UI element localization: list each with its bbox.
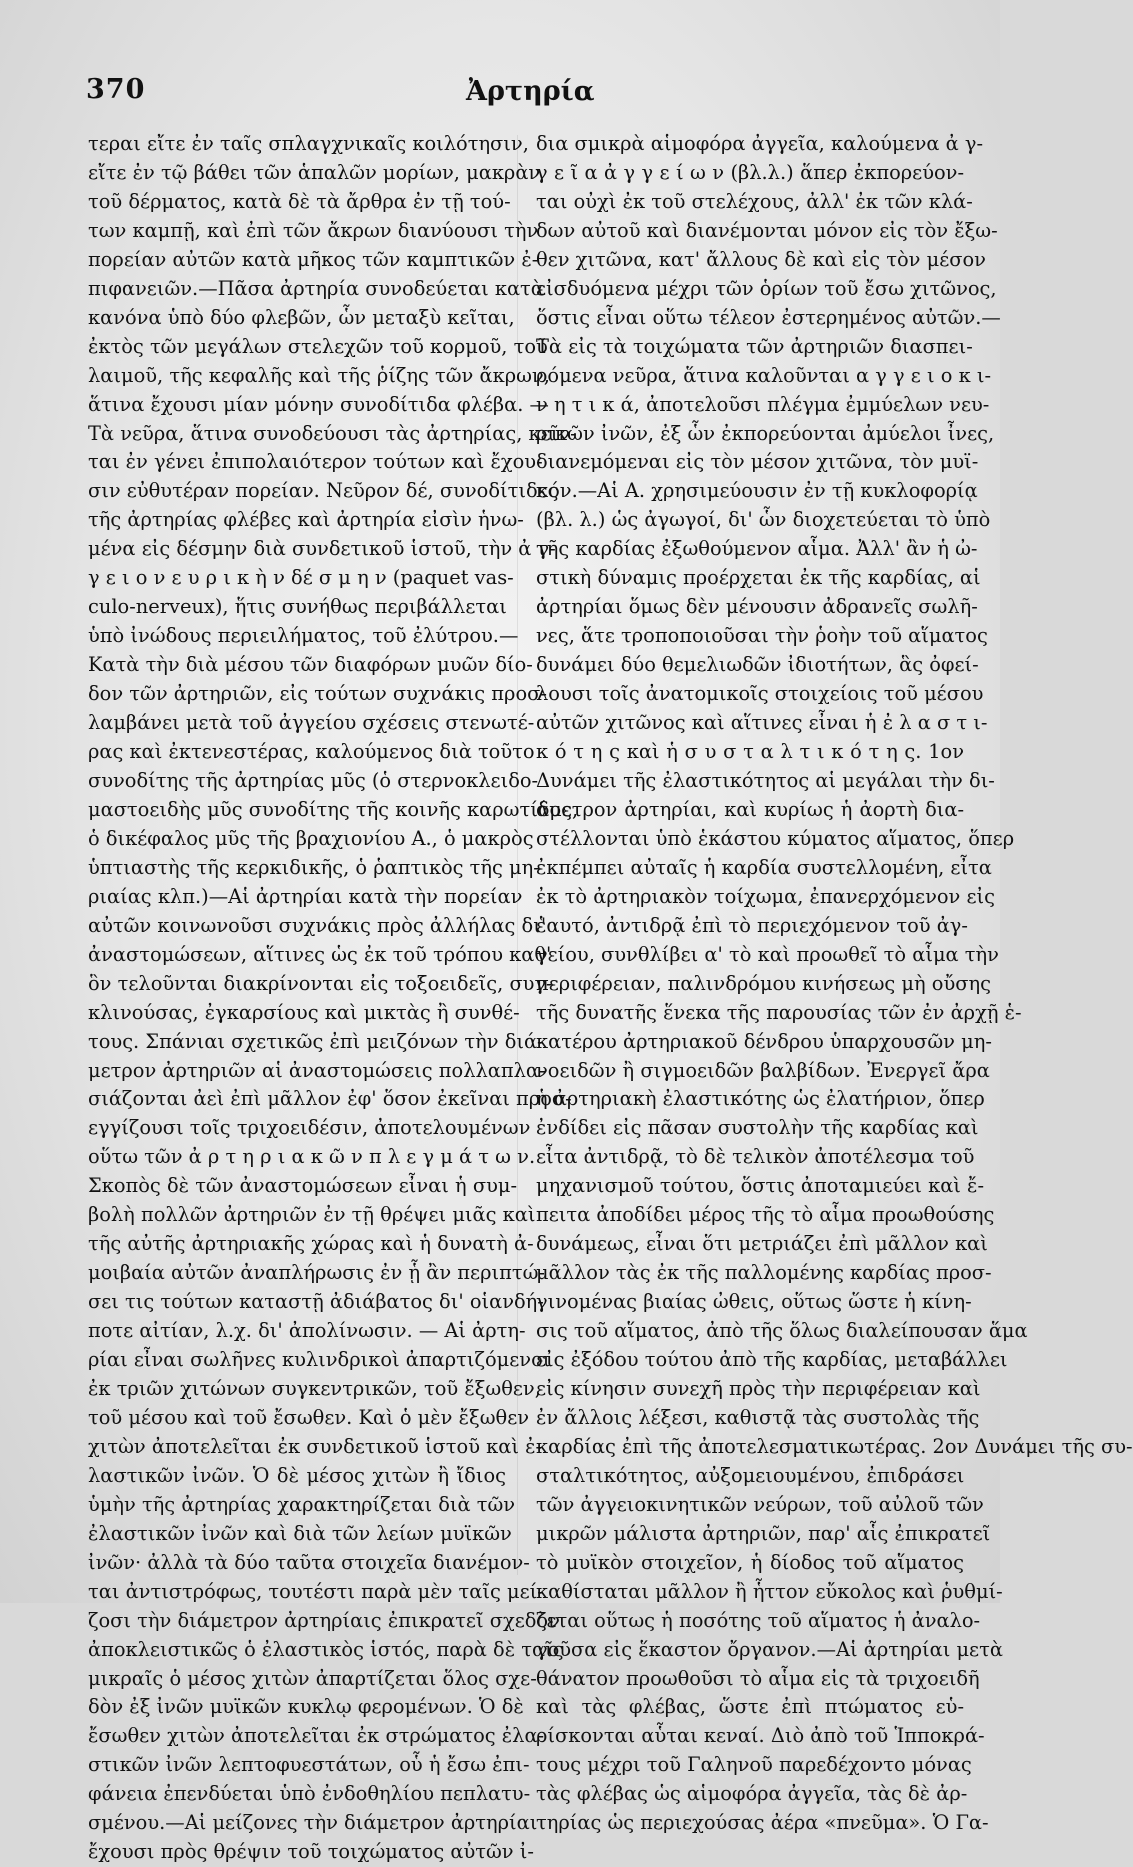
text-line: ται ἀντιστρόφως, τουτέστι παρὰ μὲν ταῖς μεί- [88, 1579, 544, 1603]
text-line: βολὴ πολλῶν ἀρτηριῶν ἐν τῇ θρέψει μιᾶς καὶ [88, 1203, 536, 1227]
text-line: οὕτω τῶν ἀ ρ τ η ρ ι α κ ῶ ν π λ ε γ μ ά τ ω ν. [88, 1145, 536, 1169]
text-line: culo-nerveux), ἥτις συνήθως περιβάλλεται [88, 595, 507, 619]
text-line: αὐτῶν χιτῶνος καὶ αἵτινες εἶναι ἡ ἐ λ α σ τ ι- [536, 711, 988, 735]
text-line: λαστικῶν ἰνῶν. Ὁ δὲ μέσος χιτὼν ἢ ἴδιος [88, 1463, 506, 1487]
text-line: ριαίας κλπ.)—Αἱ ἀρτηρίαι κατὰ τὴν πορείαν [88, 884, 523, 908]
text-line: διανεμόμεναι εἰς τὸν μέσον χιτῶνα, τὸν μυϊ- [536, 450, 979, 474]
text-line: τὰς φλέβας ὡς αἱμοφόρα ἀγγεῖα, τὰς δὲ ἀρ- [536, 1782, 968, 1806]
text-line: καθίσταται μᾶλλον ἢ ἧττον εὔκολος καὶ ῥυθμί- [536, 1579, 1003, 1603]
text-line: μοιβαία αὐτῶν ἀναπλήρωσις ἐν ᾗ ἂν περιπτώ- [88, 1261, 545, 1285]
text-line: άμετρον ἀρτηρίαι, καὶ κυρίως ἡ ἀορτὴ δια- [536, 797, 964, 821]
text-line: ρίαι εἶναι σωλῆνες κυλινδρικοὶ ἀπαρτιζόμενοι [88, 1348, 551, 1372]
text-line: θεν χιτῶνα, κατ' ἄλλους δὲ καὶ εἰς τὸν μέσον [536, 247, 986, 271]
text-line: ν η τ ι κ ά, ἀποτελοῦσι πλέγμα ἐμμύελων νευ- [536, 392, 990, 416]
text-line: λουσι τοῖς ἀνατομικοῖς στοιχείοις τοῦ μέσου [536, 682, 984, 706]
text-line: Τὰ νεῦρα, ἅτινα συνοδεύουσι τὰς ἀρτηρίας, κεῖν- [88, 421, 577, 445]
text-line: κ ό τ η ς καὶ ἡ σ υ σ τ α λ τ ι κ ό τ η ς. 1ον [536, 740, 964, 764]
text-line: φάνεια ἐπενδύεται ὑπὸ ἐνδοθηλίου πεπλατυ- [88, 1782, 531, 1806]
text-line: Δυνάμει τῆς ἐλαστικότητος αἱ μεγάλαι τὴν δι- [536, 768, 995, 792]
text-line: εγγίζουσι τοῖς τριχοειδέσιν, ἀποτελουμένων [88, 1116, 531, 1140]
text-line: κανόνα ὑπὸ δύο φλεβῶν, ὧν μεταξὺ κεῖται, [88, 305, 515, 329]
text-line: εἴτε ἐν τῷ βάθει τῶν ἁπαλῶν μορίων, μακρὰν [88, 160, 541, 184]
text-line: ὃν τελοῦνται διακρίνονται εἰς τοξοειδεῖς, συγ- [88, 971, 553, 995]
text-line: τηρίας ὡς περιεχούσας ἀέρα «πνεῦμα». Ὁ Γα- [536, 1811, 989, 1835]
right-text-column [536, 130, 1133, 1838]
text-line: σμένου.—Αἱ μείζονες τὴν διάμετρον ἀρτηρίαι [88, 1811, 538, 1835]
text-line: μικρῶν μάλιστα ἀρτηριῶν, παρ' αἷς ἐπικρατεῖ [536, 1521, 991, 1545]
column-divider [517, 135, 518, 1575]
text-line: δυνάμει δύο θεμελιωδῶν ἰδιοτήτων, ἃς ὀφεί- [536, 653, 979, 677]
text-line: λαμβάνει μετὰ τοῦ ἀγγείου σχέσεις στενωτέ- [88, 711, 535, 735]
text-line: πειτα ἀποδίδει μέρος τῆς τὸ αἷμα προωθούσης [536, 1203, 995, 1227]
text-line: ἀναστομώσεων, αἵτινες ὡς ἐκ τοῦ τρόπου καθ' [88, 942, 552, 966]
text-line: εἰς ἐξόδου τούτου ἀπὸ τῆς καρδίας, μεταβάλλει [536, 1348, 1008, 1372]
text-line: δὸν ἐξ ἰνῶν μυϊκῶν κυκλῳ φερομένων. Ὁ δὲ [88, 1695, 524, 1719]
text-line: μικραῖς ὁ μέσος χιτὼν ἀπαρτίζεται ὅλος σχε- [88, 1666, 537, 1690]
text-line: μένα εἰς δέσμην διὰ συνδετικοῦ ἱστοῦ, τὴν ἀ γ- [88, 537, 556, 561]
text-line: ὅστις εἶναι οὕτω τέλεον ἐστερημένος αὐτῶν.— [536, 305, 1001, 329]
text-line: κλινούσας, ἐγκαρσίους καὶ μικτὰς ἢ συνθέ- [88, 1000, 520, 1024]
text-line: ποτε αἰτίαν, λ.χ. δι' ἀπολίνωσιν. — Αἱ ἀρτη- [88, 1319, 526, 1343]
text-line: τοῦ δέρματος, κατὰ δὲ τὰ ἄρθρα ἐν τῇ τού- [88, 189, 511, 213]
text-line: καρδίας ἐπὶ τῆς ἀποτελεσματικωτέρας. 2ον Δυνάμει τῆς συ- [536, 1434, 1133, 1458]
text-line: ὁ δικέφαλος μῦς τῆς βραχιονίου Α., ὁ μακρὸς [88, 826, 534, 850]
text-line: συνοδίτης τῆς ἀρτηρίας μῦς (ὁ στερνοκλειδο- [88, 768, 539, 792]
text-line: χιτὼν ἀποτελεῖται ἐκ συνδετικοῦ ἱστοῦ καὶ ἐ- [88, 1434, 543, 1458]
text-line: Κατὰ τὴν διὰ μέσου τῶν διαφόρων μυῶν δίο- [88, 653, 533, 677]
text-line: δια σμικρὰ αἱμοφόρα ἀγγεῖα, καλούμενα ἀ γ- [536, 132, 984, 155]
text-line: ἔχουσι πρὸς θρέψιν τοῦ τοιχώματος αὐτῶν ἰ- [88, 1840, 534, 1864]
text-line: εἰσδυόμενα μέχρι τῶν ὁρίων τοῦ ἔσω χιτῶνος, [536, 276, 997, 300]
text-line: δον τῶν ἀρτηριῶν, εἰς τούτων συχνάκις προσ- [88, 682, 547, 706]
text-line: Τὰ εἰς τὰ τοιχώματα τῶν ἀρτηριῶν διασπει- [536, 334, 973, 358]
text-line: γινομένας βιαίας ὠθεις, οὕτως ὥστε ἡ κίνη- [536, 1290, 972, 1314]
text-line: τοῦ μέσου καὶ τοῦ ἔσωθεν. Καὶ ὁ μὲν ἔξωθεν [88, 1405, 530, 1429]
text-line: νες, ἅτε τροποποιοῦσαι τὴν ῥοὴν τοῦ αἵματος [536, 624, 988, 648]
text-line: ἀρτηρίαι ὅμως δὲν μένουσιν ἀδρανεῖς σωλῆ- [536, 595, 978, 619]
text-line: στικῶν ἰνῶν λεπτοφυεστάτων, οὗ ἡ ἔσω ἐπι- [88, 1753, 530, 1777]
text-line: ρίσκονται αὗται κεναί. Διὸ ἀπὸ τοῦ Ἱπποκρά- [536, 1724, 985, 1748]
text-line: σις τοῦ αἵματος, ἀπὸ τῆς ὅλως διαλείπουσαν ἅμα [536, 1319, 1028, 1343]
text-line: ζεται οὕτως ἡ ποσότης τοῦ αἵματος ἡ ἀναλο- [536, 1608, 981, 1632]
text-line: τῆς ἀρτηρίας φλέβες καὶ ἀρτηρία εἰσὶν ἡνω- [88, 508, 524, 532]
text-line: ρόμενα νεῦρα, ἅτινα καλοῦνται α γ γ ε ι ο κ ι- [536, 363, 992, 387]
text-line: μᾶλλον τὰς ἐκ τῆς παλλομένης καρδίας προσ- [536, 1261, 992, 1285]
text-line: τῆς καρδίας ἐξωθούμενον αἷμα. Ἀλλ' ἂν ἡ ὠ- [536, 537, 978, 561]
page-number: 370 [86, 74, 146, 105]
text-line: στικὴ δύναμις προέρχεται ἐκ τῆς καρδίας, αἱ [536, 566, 981, 590]
text-line: ἐνδίδει εἰς πᾶσαν συστολὴν τῆς καρδίας καὶ [536, 1116, 979, 1140]
text-line: σει τις τούτων καταστῇ ἀδιάβατος δι' οἱανδή- [88, 1290, 544, 1314]
text-line: νοειδῶν ἢ σιγμοειδῶν βαλβίδων. Ἐνεργεῖ ἄρα [536, 1058, 990, 1082]
text-line: ἑαυτό, ἀντιδρᾷ ἐπὶ τὸ περιεχόμενον τοῦ ἀγ- [536, 913, 968, 937]
text-line: ζοσι τὴν διάμετρον ἀρτηρίαις ἐπικρατεῖ σχεδὸν [88, 1608, 560, 1632]
text-line: αὐτῶν κοινωνοῦσι συχνάκις πρὸς ἀλλήλας δι' [88, 913, 547, 937]
text-line: καὶ τὰς φλέβας, ὥστε ἐπὶ πτώματος εὑ- [536, 1695, 964, 1719]
text-line: τῶν ἀγγειοκινητικῶν νεύρων, τοῦ αὐλοῦ τῶν [536, 1492, 984, 1516]
text-line: δων αὐτοῦ καὶ διανέμονται μόνον εἰς τὸν ἔξω- [536, 218, 998, 242]
text-line: τους. Σπάνιαι σχετικῶς ἐπὶ μειζόνων τὴν διά- [88, 1029, 544, 1053]
text-line: ἐκτὸς τῶν μεγάλων στελεχῶν τοῦ κορμοῦ, τοῦ [88, 334, 548, 358]
text-line: γείου, συνθλίβει α' τὸ καὶ προωθεῖ τὸ αἷμα τὴν [536, 942, 999, 966]
text-line: ἐν ἄλλοις λέξεσι, καθιστᾷ τὰς συστολὰς τῆς [536, 1405, 980, 1429]
text-line: ἰνῶν· ἀλλὰ τὰ δύο ταῦτα στοιχεῖα διανέμον- [88, 1550, 530, 1574]
text-line: πιφανειῶν.—Πᾶσα ἀρτηρία συνοδεύεται κατὰ [88, 276, 544, 300]
text-line: ὑπὸ ἰνώδους περιειλήματος, τοῦ ἐλύτρου.— [88, 624, 519, 648]
text-line: τῆς αὐτῆς ἀρτηριακῆς χώρας καὶ ἡ δυνατὴ ἀ- [88, 1232, 534, 1256]
page-header [0, 70, 1000, 120]
text-line: γοῦσα εἰς ἕκαστον ὄργανον.—Αἱ ἀρτηρίαι μετὰ [536, 1637, 1003, 1661]
text-line: κόν.—Αἱ Α. χρησιμεύουσιν ἐν τῇ κυκλοφορίᾳ [536, 479, 978, 503]
text-line: σιάζονται ἀεὶ ἐπὶ μᾶλλον ἐφ' ὅσον ἐκεῖναι προσ- [88, 1087, 572, 1111]
text-line: (βλ. λ.) ὡς ἀγωγοί, δι' ὧν διοχετεύεται τὸ ὑπὸ [536, 508, 991, 532]
text-line: γ ε ι ο ν ε υ ρ ι κ ὴ ν δέ σ μ η ν (paquet vas- [88, 566, 514, 590]
text-line: τῆς δυνατῆς ἕνεκα τῆς παρουσίας τῶν ἐν ἀρχῇ ἑ- [536, 1000, 1022, 1024]
text-line: ται οὐχὶ ἐκ τοῦ στελέχους, ἀλλ' ἐκ τῶν κλά- [536, 189, 973, 213]
text-line: λαιμοῦ, τῆς κεφαλῆς καὶ τῆς ῥίζης τῶν ἄκρων, [88, 363, 550, 387]
text-line: γ ε ῖ α ἀ γ γ ε ί ω ν (βλ.λ.) ἅπερ ἐκπορεύον- [536, 160, 964, 184]
text-line: ἅτινα ἔχουσι μίαν μόνην συνοδίτιδα φλέβα. — [88, 392, 549, 416]
text-line: ἔσωθεν χιτὼν ἀποτελεῖται ἐκ στρώματος ἐλα- [88, 1724, 545, 1748]
text-line: μαστοειδὴς μῦς συνοδίτης τῆς κοινῆς καρωτίδος, [88, 797, 579, 821]
text-line: δυνάμεως, εἶναι ὅτι μετριάζει ἐπὶ μᾶλλον καὶ [536, 1232, 988, 1256]
text-line: ἐκπέμπει αὐταῖς ἡ καρδία συστελλομένη, εἶτα [536, 855, 992, 879]
text-line: μηχανισμοῦ τούτου, ὅστις ἀποταμιεύει καὶ ἔ- [536, 1174, 985, 1198]
text-line: ρας καὶ ἐκτενεστέρας, καλούμενος διὰ τοῦτο [88, 740, 535, 764]
text-line: σιν εὐθυτέραν πορείαν. Νεῦρον δέ, συνοδίτιδες [88, 479, 559, 503]
text-line: ται ἐν γένει ἐπιπολαιότερον τούτων καὶ ἔχου- [88, 450, 543, 474]
text-line: στέλλονται ὑπὸ ἑκάστου κύματος αἵματος, ὅπερ [536, 826, 1015, 850]
text-line: ἀποκλειστικῶς ὁ ἐλαστικὸς ἱστός, παρὰ δὲ ταῖς [88, 1637, 564, 1661]
text-line: ἐκ τὸ ἀρτηριακὸν τοίχωμα, ἐπανερχόμενον εἰς [536, 884, 995, 908]
running-title: Ἀρτηρία [466, 76, 595, 107]
text-line: ὑπτιαστὴς τῆς κερκιδικῆς, ὁ ῥαπτικὸς τῆς μη- [88, 855, 540, 879]
text-line: ρικῶν ἰνῶν, ἐξ ὧν ἐκπορεύονται ἀμύελοι ἶνες, [536, 421, 995, 445]
text-line: πορείαν αὐτῶν κατὰ μῆκος τῶν καμπτικῶν ἐ- [88, 247, 539, 271]
text-line: τὸ μυϊκὸν στοιχεῖον, ἡ δίοδος τοῦ αἵματος [536, 1550, 964, 1574]
text-line: ἐλαστικῶν ἰνῶν καὶ διὰ τῶν λείων μυϊκῶν [88, 1521, 512, 1545]
text-line: τους μέχρι τοῦ Γαληνοῦ παρεδέχοντο μόνας [536, 1753, 972, 1777]
text-line: ὑμὴν τῆς ἀρτηρίας χαρακτηρίζεται διὰ τῶν [88, 1492, 516, 1516]
text-line: ἡ ἀρτηριακὴ ἐλαστικότης ὡς ἐλατήριον, ὅπερ [536, 1087, 985, 1111]
text-line: τεραι εἴτε ἐν ταῖς σπλαγχνικαῖς κοιλότησιν, [88, 132, 529, 155]
text-line: σταλτικότητος, αὐξομειουμένου, ἐπιδράσει [536, 1463, 965, 1487]
text-line: θάνατον προωθοῦσι τὸ αἷμα εἰς τὰ τριχοειδῆ [536, 1666, 980, 1690]
text-line: εἶτα ἀντιδρᾷ, τὸ δὲ τελικὸν ἀποτέλεσμα τοῦ [536, 1145, 975, 1169]
left-text-column [88, 130, 579, 1867]
text-line: περιφέρειαν, παλινδρόμου κινήσεως μὴ οὔσης [536, 971, 991, 995]
text-line: κατέρου ἀρτηριακοῦ δένδρου ὑπαρχουσῶν μη- [536, 1029, 992, 1053]
text-line: εἰς κίνησιν συνεχῆ πρὸς τὴν περιφέρειαν καὶ [536, 1376, 981, 1400]
text-line: ἐκ τριῶν χιτώνων συγκεντρικῶν, τοῦ ἔξωθεν, [88, 1376, 541, 1400]
text-line: μετρον ἀρτηριῶν αἱ ἀναστομώσεις πολλαπλα- [88, 1058, 546, 1082]
text-line: των καμπῇ, καὶ ἐπὶ τῶν ἄκρων διανύουσι τὴν [88, 218, 539, 242]
text-line: Σκοπὸς δὲ τῶν ἀναστομώσεων εἶναι ἡ συμ- [88, 1174, 518, 1198]
